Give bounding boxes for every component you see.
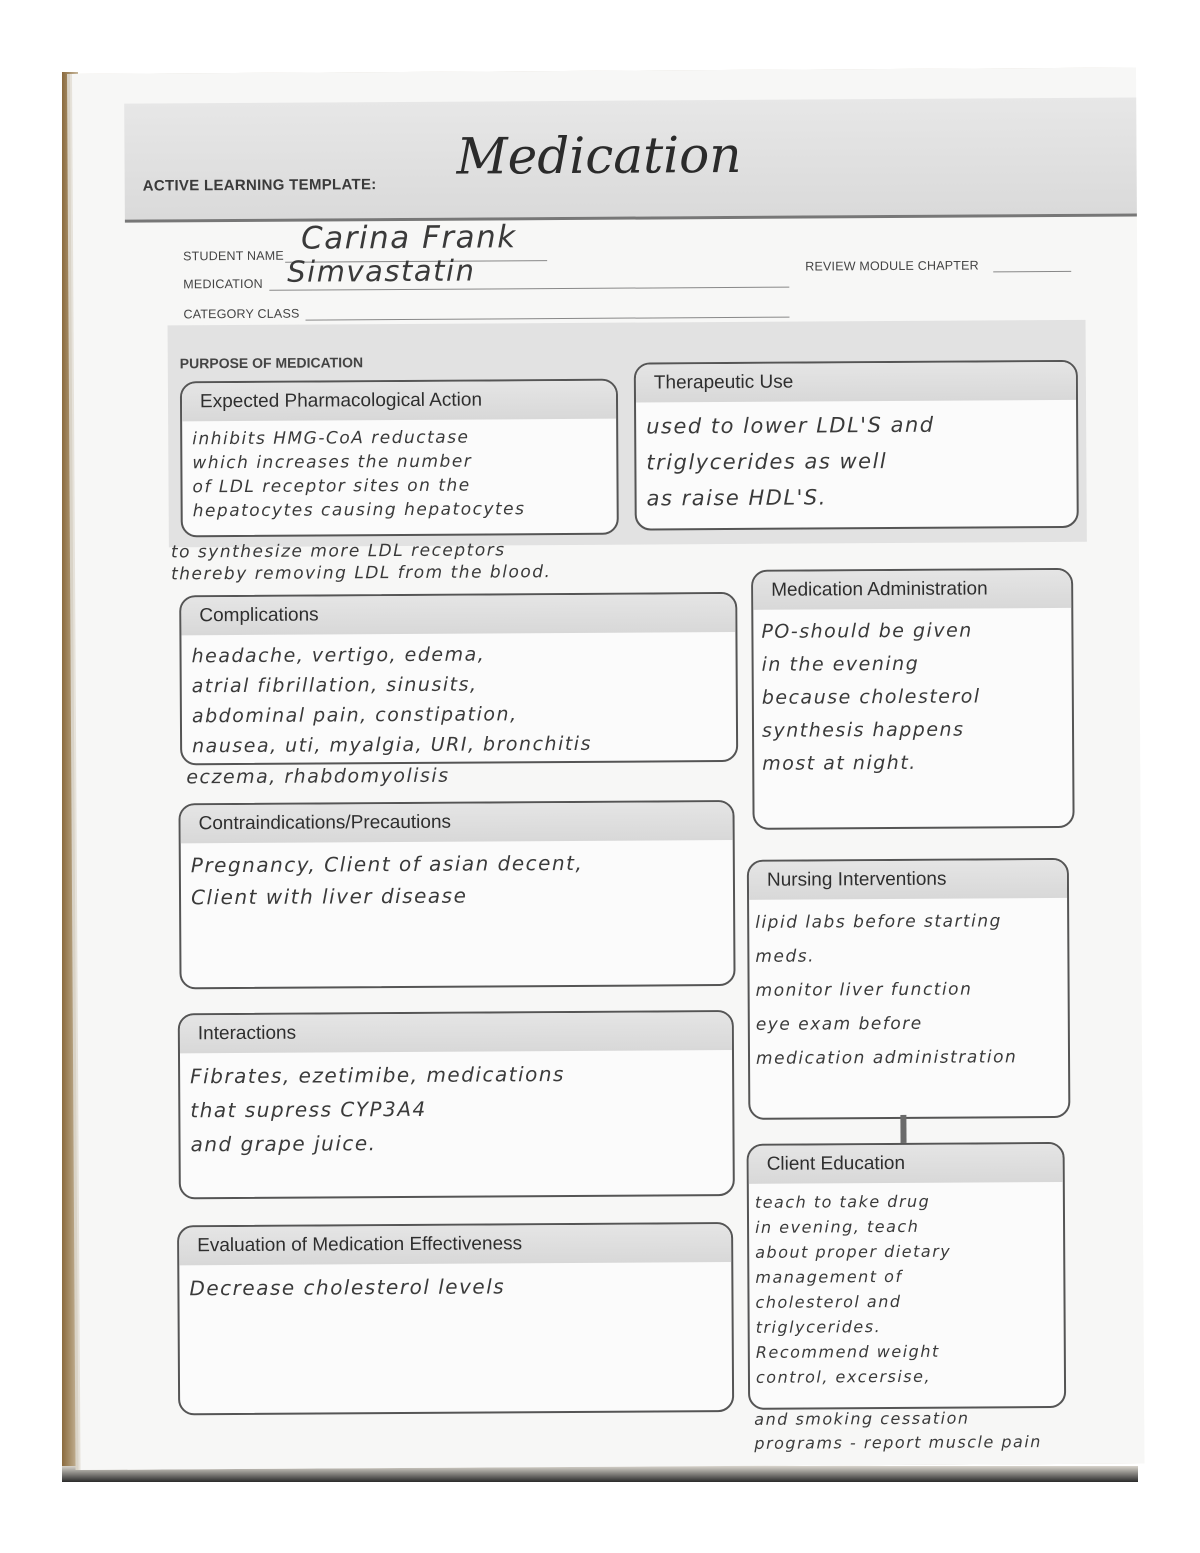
client-education-line[interactable]: Recommend weight	[755, 1341, 940, 1362]
nursing-interventions-line[interactable]: medication administration	[755, 1047, 1018, 1069]
medication-administration-title: Medication Administration	[753, 570, 1071, 610]
nursing-interventions-line[interactable]: eye exam before	[755, 1013, 923, 1035]
complications-line[interactable]: nausea, uti, myalgia, URI, bronchitis	[192, 732, 593, 758]
client-education-line[interactable]: cholesterol and	[755, 1291, 902, 1312]
category-class-line	[306, 317, 790, 321]
therapeutic-use-box	[634, 360, 1079, 531]
interactions-title: Interactions	[180, 1012, 732, 1053]
medication-value[interactable]: Simvastatin	[287, 253, 476, 289]
medication-administration-line[interactable]: most at night.	[762, 751, 917, 775]
template-label: ACTIVE LEARNING TEMPLATE:	[142, 176, 377, 195]
medication-label: MEDICATION	[183, 276, 263, 292]
client-education-line[interactable]: management of	[755, 1266, 903, 1287]
client-education-line[interactable]: triglycerides.	[755, 1317, 882, 1337]
contraindications-line[interactable]: Client with liver disease	[190, 883, 468, 910]
client-education-line[interactable]: programs - report muscle pain	[754, 1432, 1042, 1453]
expected-action-title: Expected Pharmacological Action	[182, 381, 616, 422]
interactions-line[interactable]: Fibrates, ezetimibe, medications	[190, 1062, 565, 1089]
complications-line[interactable]: atrial fibrillation, sinusits,	[191, 673, 478, 698]
nursing-interventions-line[interactable]: monitor liver function	[755, 979, 973, 1001]
complications-line[interactable]: abdominal pain, constipation,	[191, 703, 518, 728]
nursing-interventions-line[interactable]: lipid labs before starting	[755, 911, 1002, 933]
medication-administration-box	[751, 568, 1075, 830]
complications-line[interactable]: eczema, rhabdomyolisis	[186, 764, 450, 789]
interactions-box	[178, 1010, 735, 1199]
page-title: Medication	[456, 125, 742, 186]
contraindications-title: Contraindications/Precautions	[180, 802, 732, 843]
medication-administration-line[interactable]: because cholesterol	[761, 685, 981, 709]
client-education-box	[747, 1142, 1067, 1410]
complications-box	[179, 592, 738, 765]
expected-action-box	[180, 379, 619, 538]
expected-action-line[interactable]: to synthesize more LDL receptors	[170, 540, 506, 563]
nursing-interventions-title: Nursing Interventions	[749, 860, 1067, 900]
evaluation-title: Evaluation of Medication Effectiveness	[179, 1224, 731, 1265]
therapeutic-use-line[interactable]: triglycerides as well	[646, 449, 888, 475]
nursing-interventions-line[interactable]: meds.	[755, 946, 816, 967]
template-sheet	[72, 68, 1145, 1470]
client-education-line[interactable]: and smoking cessation	[754, 1408, 970, 1429]
therapeutic-use-title: Therapeutic Use	[636, 362, 1076, 403]
client-education-line[interactable]: control, excersise,	[755, 1366, 932, 1387]
evaluation-box	[177, 1222, 734, 1415]
category-class-label: CATEGORY CLASS	[183, 306, 300, 322]
complications-line[interactable]: headache, vertigo, edema,	[191, 643, 486, 668]
student-name-label: STUDENT NAME	[183, 248, 284, 264]
student-name-value[interactable]: Carina Frank	[300, 219, 517, 257]
interactions-line[interactable]: that supress CYP3A4	[190, 1096, 427, 1123]
client-education-line[interactable]: about proper dietary	[755, 1241, 952, 1262]
medication-administration-line[interactable]: PO-should be given	[761, 619, 973, 643]
therapeutic-use-line[interactable]: used to lower LDL'S and	[646, 412, 935, 439]
contraindications-box	[178, 800, 735, 989]
client-education-line[interactable]: in evening, teach	[755, 1216, 920, 1237]
expected-action-line[interactable]: of LDL receptor sites on the	[192, 475, 471, 498]
review-module-label: REVIEW MODULE CHAPTER	[805, 258, 979, 274]
medication-administration-line[interactable]: synthesis happens	[761, 718, 965, 742]
interactions-line[interactable]: and grape juice.	[190, 1131, 377, 1157]
medication-administration-line[interactable]: in the evening	[761, 652, 920, 676]
nursing-interventions-box	[747, 858, 1071, 1120]
complications-title: Complications	[181, 594, 735, 635]
evaluation-line[interactable]: Decrease cholesterol levels	[189, 1274, 506, 1301]
expected-action-line[interactable]: hepatocytes causing hepatocytes	[192, 499, 526, 522]
review-module-line	[993, 271, 1071, 272]
purpose-label: PURPOSE OF MEDICATION	[179, 354, 364, 372]
expected-action-line[interactable]: which increases the number	[192, 451, 473, 474]
client-education-line[interactable]: teach to take drug	[754, 1191, 931, 1212]
contraindications-line[interactable]: Pregnancy, Client of asian decent,	[190, 850, 584, 878]
connector-line	[900, 1115, 906, 1143]
expected-action-line[interactable]: inhibits HMG-CoA reductase	[192, 427, 470, 450]
client-education-title: Client Education	[749, 1144, 1063, 1184]
therapeutic-use-line[interactable]: as raise HDL'S.	[646, 485, 827, 511]
expected-action-line[interactable]: thereby removing LDL from the blood.	[170, 562, 552, 585]
